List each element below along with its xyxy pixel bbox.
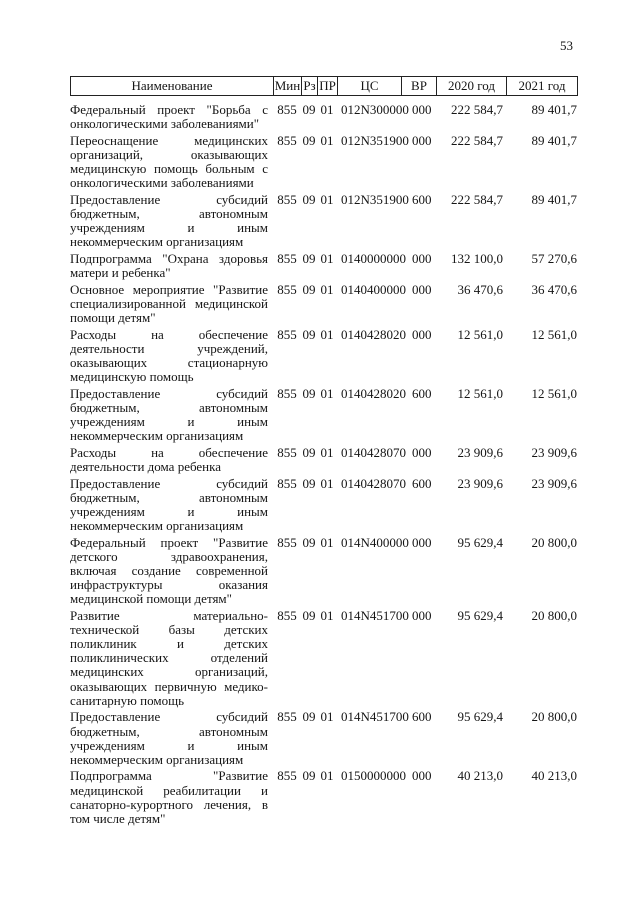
name-line: организаций, оказывающих bbox=[70, 146, 268, 162]
name-cell bbox=[70, 536, 268, 606]
table-row bbox=[0, 252, 637, 280]
amount-2021-cell: 23 909,6 bbox=[531, 475, 577, 491]
name-line: медицинскую помощь bbox=[70, 369, 194, 385]
expense-type-cell: 000 bbox=[412, 534, 432, 550]
target-article-cell: 014N451700 bbox=[341, 608, 409, 624]
ministry-code-cell: 855 bbox=[277, 191, 297, 207]
expense-type-cell: 600 bbox=[412, 475, 432, 491]
amount-2021-cell: 89 401,7 bbox=[531, 191, 577, 207]
ministry-code-cell: 855 bbox=[277, 132, 297, 148]
target-article-cell: 0140428070 bbox=[341, 475, 406, 491]
name-line: учреждениям и иным bbox=[70, 737, 268, 753]
subsection-code-cell: 01 bbox=[320, 608, 334, 624]
target-article-cell: 014N451700 bbox=[341, 709, 409, 725]
subsection-code-cell: 01 bbox=[320, 475, 334, 491]
header-ministry: Мин bbox=[274, 78, 301, 93]
name-cell bbox=[70, 387, 268, 443]
table-row bbox=[0, 769, 637, 825]
ministry-code-cell: 855 bbox=[277, 475, 297, 491]
target-article-cell: 0140428020 bbox=[341, 326, 406, 342]
section-code-cell: 09 bbox=[302, 709, 316, 725]
name-line: бюджетным, автономным bbox=[70, 206, 268, 222]
name-line: санаторно-курортного лечения, в bbox=[70, 796, 268, 812]
name-line: учреждениям и иным bbox=[70, 220, 268, 236]
table-row bbox=[0, 103, 637, 131]
ministry-code-cell: 855 bbox=[277, 768, 297, 784]
section-code-cell: 09 bbox=[302, 132, 316, 148]
ministry-code-cell: 855 bbox=[277, 326, 297, 342]
amount-2020-cell: 23 909,6 bbox=[457, 475, 503, 491]
name-line: поликлинических отделений bbox=[70, 650, 268, 666]
name-line: некоммерческим организациям bbox=[70, 428, 244, 444]
expense-type-cell: 000 bbox=[412, 251, 432, 266]
target-article-cell: 0140000000 bbox=[341, 251, 406, 266]
amount-2021-cell: 89 401,7 bbox=[531, 132, 577, 148]
name-line: деятельности дома ребенка bbox=[70, 459, 222, 475]
target-article-cell: 0150000000 bbox=[341, 768, 406, 784]
section-code-cell: 09 bbox=[302, 475, 316, 491]
amount-2020-cell: 40 213,0 bbox=[457, 768, 503, 784]
name-line: том числе детям" bbox=[70, 810, 166, 826]
amount-2021-cell: 40 213,0 bbox=[531, 768, 577, 784]
section-code-cell: 09 bbox=[302, 444, 316, 460]
expense-type-cell: 000 bbox=[412, 281, 432, 297]
expense-type-cell: 600 bbox=[412, 385, 432, 401]
amount-2020-cell: 132 100,0 bbox=[451, 251, 503, 266]
amount-2020-cell: 95 629,4 bbox=[457, 534, 503, 550]
section-code-cell: 09 bbox=[302, 281, 316, 297]
table-row bbox=[0, 134, 637, 190]
name-line: бюджетным, автономным bbox=[70, 723, 268, 739]
section-code-cell: 09 bbox=[302, 608, 316, 624]
amount-2021-cell: 20 800,0 bbox=[531, 534, 577, 550]
amount-2021-cell: 36 470,6 bbox=[531, 281, 577, 297]
expense-type-cell: 000 bbox=[412, 102, 432, 117]
subsection-code-cell: 01 bbox=[320, 326, 334, 342]
section-code-cell: 09 bbox=[302, 768, 316, 784]
amount-2020-cell: 222 584,7 bbox=[451, 191, 503, 207]
subsection-code-cell: 01 bbox=[320, 281, 334, 297]
expense-type-cell: 000 bbox=[412, 768, 432, 784]
header-name: Наименование bbox=[70, 77, 273, 95]
ministry-code-cell: 855 bbox=[277, 444, 297, 460]
table-body bbox=[0, 103, 637, 829]
expense-type-cell: 600 bbox=[412, 191, 432, 207]
name-cell bbox=[70, 328, 268, 384]
name-line: некоммерческим организациям bbox=[70, 751, 244, 767]
section-code-cell: 09 bbox=[302, 102, 316, 117]
name-cell bbox=[70, 477, 268, 533]
name-line: помощи детям" bbox=[70, 310, 156, 326]
name-line: Переоснащение медицинских bbox=[70, 132, 268, 148]
name-line: Предоставление субсидий bbox=[70, 385, 268, 401]
section-code-cell: 09 bbox=[302, 251, 316, 266]
name-line: Предоставление субсидий bbox=[70, 191, 268, 207]
name-line: некоммерческим организациям bbox=[70, 234, 244, 250]
name-line: онкологическими заболеваниями bbox=[70, 175, 254, 191]
name-line: матери и ребенка" bbox=[70, 265, 171, 281]
name-line: онкологическими заболеваниями" bbox=[70, 116, 260, 132]
amount-2020-cell: 95 629,4 bbox=[457, 608, 503, 624]
subsection-code-cell: 01 bbox=[320, 132, 334, 148]
amount-2020-cell: 12 561,0 bbox=[457, 385, 503, 401]
ministry-code-cell: 855 bbox=[277, 709, 297, 725]
header-target-article: ЦС bbox=[337, 77, 401, 95]
header-section: Рз bbox=[301, 77, 317, 95]
name-line: санитарную помощь bbox=[70, 692, 185, 708]
name-line: Предоставление субсидий bbox=[70, 475, 268, 491]
header-year-2020: 2020 год bbox=[436, 77, 506, 95]
name-line: включая создание современной bbox=[70, 563, 268, 579]
name-line: Предоставление субсидий bbox=[70, 709, 268, 725]
header-expense-type: ВР bbox=[401, 77, 436, 95]
subsection-code-cell: 01 bbox=[320, 191, 334, 207]
table-row bbox=[0, 328, 637, 384]
target-article-cell: 014N400000 bbox=[341, 534, 409, 550]
target-article-cell: 0140428020 bbox=[341, 385, 406, 401]
table-row bbox=[0, 710, 637, 766]
amount-2021-cell: 23 909,6 bbox=[531, 444, 577, 460]
table-row bbox=[0, 609, 637, 708]
expense-type-cell: 000 bbox=[412, 608, 432, 624]
amount-2020-cell: 222 584,7 bbox=[451, 132, 503, 148]
section-code-cell: 09 bbox=[302, 191, 316, 207]
name-line: Подпрограмма "Охрана здоровья bbox=[70, 251, 268, 266]
name-line: Подпрограмма "Развитие bbox=[70, 768, 268, 784]
name-cell bbox=[70, 283, 268, 325]
name-line: оказывающих первичную медико- bbox=[70, 678, 268, 694]
table-row bbox=[0, 536, 637, 606]
header-subsection: ПР bbox=[317, 77, 337, 95]
ministry-code-cell: 855 bbox=[277, 534, 297, 550]
amount-2020-cell: 36 470,6 bbox=[457, 281, 503, 297]
amount-2021-cell: 12 561,0 bbox=[531, 326, 577, 342]
amount-2020-cell: 23 909,6 bbox=[457, 444, 503, 460]
name-line: технической базы детских bbox=[70, 622, 268, 638]
name-line: Расходы на обеспечение bbox=[70, 444, 268, 460]
table-header bbox=[70, 76, 578, 96]
subsection-code-cell: 01 bbox=[320, 385, 334, 401]
name-line: бюджетным, автономным bbox=[70, 489, 268, 505]
name-line: Развитие материально- bbox=[70, 608, 268, 624]
expense-type-cell: 000 bbox=[412, 444, 432, 460]
name-line: оказывающих стационарную bbox=[70, 355, 268, 371]
name-line: инфраструктуры оказания bbox=[70, 577, 268, 593]
name-line: специализированной медицинской bbox=[70, 295, 268, 311]
section-code-cell: 09 bbox=[302, 385, 316, 401]
section-code-cell: 09 bbox=[302, 326, 316, 342]
name-cell bbox=[70, 446, 268, 474]
amount-2020-cell: 95 629,4 bbox=[457, 709, 503, 725]
name-cell bbox=[70, 710, 268, 766]
section-code-cell: 09 bbox=[302, 534, 316, 550]
target-article-cell: 0140428070 bbox=[341, 444, 406, 460]
name-line: медицинской помощи детям" bbox=[70, 591, 232, 607]
amount-2021-cell: 12 561,0 bbox=[531, 385, 577, 401]
subsection-code-cell: 01 bbox=[320, 709, 334, 725]
amount-2021-cell: 89 401,7 bbox=[531, 102, 577, 117]
name-line: медицинскую помощь больным с bbox=[70, 161, 268, 177]
name-cell bbox=[70, 769, 268, 825]
table-row bbox=[0, 193, 637, 249]
table-row bbox=[0, 477, 637, 533]
subsection-code-cell: 01 bbox=[320, 251, 334, 266]
table-row bbox=[0, 387, 637, 443]
name-line: деятельности учреждений, bbox=[70, 340, 268, 356]
target-article-cell: 012N351900 bbox=[341, 132, 409, 148]
name-line: медицинской реабилитации и bbox=[70, 782, 268, 798]
amount-2021-cell: 57 270,6 bbox=[531, 251, 577, 266]
amount-2021-cell: 20 800,0 bbox=[531, 608, 577, 624]
subsection-code-cell: 01 bbox=[320, 534, 334, 550]
name-cell bbox=[70, 103, 268, 131]
header-year-2021: 2021 год bbox=[506, 77, 578, 95]
name-cell bbox=[70, 193, 268, 249]
target-article-cell: 012N351900 bbox=[341, 191, 409, 207]
subsection-code-cell: 01 bbox=[320, 102, 334, 117]
target-article-cell: 0140400000 bbox=[341, 281, 406, 297]
name-line: детского здравоохранения, bbox=[70, 549, 268, 564]
name-line: поликлиник и детских bbox=[70, 636, 268, 652]
ministry-code-cell: 855 bbox=[277, 385, 297, 401]
amount-2021-cell: 20 800,0 bbox=[531, 709, 577, 725]
expense-type-cell: 000 bbox=[412, 326, 432, 342]
name-cell bbox=[70, 134, 268, 190]
page-number: 53 bbox=[560, 38, 573, 53]
expense-type-cell: 000 bbox=[412, 132, 432, 148]
subsection-code-cell: 01 bbox=[320, 444, 334, 460]
name-line: учреждениям и иным bbox=[70, 504, 268, 520]
ministry-code-cell: 855 bbox=[277, 608, 297, 624]
ministry-code-cell: 855 bbox=[277, 102, 297, 117]
subsection-code-cell: 01 bbox=[320, 768, 334, 784]
name-cell bbox=[70, 252, 268, 280]
target-article-cell: 012N300000 bbox=[341, 102, 409, 117]
name-line: медицинских организаций, bbox=[70, 664, 268, 680]
name-line: некоммерческим организациям bbox=[70, 518, 244, 534]
name-line: Расходы на обеспечение bbox=[70, 326, 268, 342]
table-row bbox=[0, 283, 637, 325]
ministry-code-cell: 855 bbox=[277, 281, 297, 297]
name-line: Федеральный проект "Борьба с bbox=[70, 102, 268, 117]
table-row bbox=[0, 446, 637, 474]
amount-2020-cell: 222 584,7 bbox=[451, 102, 503, 117]
name-cell bbox=[70, 609, 268, 708]
name-line: Основное мероприятие "Развитие bbox=[70, 281, 268, 297]
ministry-code-cell: 855 bbox=[277, 251, 297, 266]
name-line: бюджетным, автономным bbox=[70, 400, 268, 415]
amount-2020-cell: 12 561,0 bbox=[457, 326, 503, 342]
name-line: учреждениям и иным bbox=[70, 414, 268, 430]
name-line: Федеральный проект "Развитие bbox=[70, 534, 268, 550]
expense-type-cell: 600 bbox=[412, 709, 432, 725]
